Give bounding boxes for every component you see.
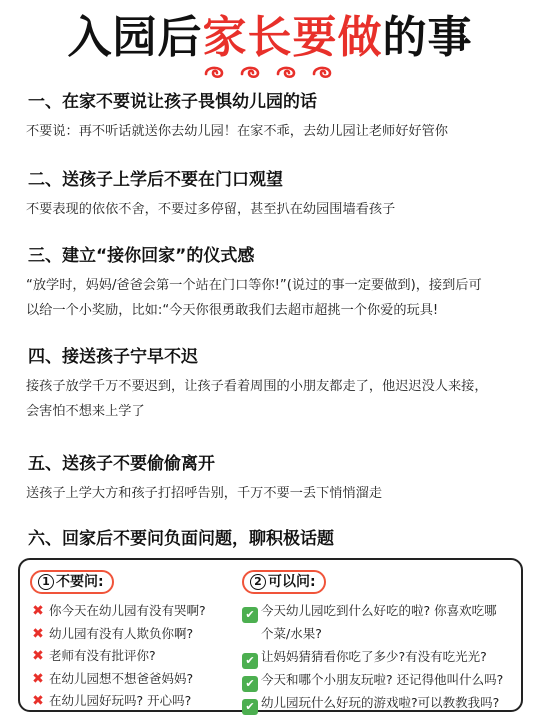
section-heading: 三、建立“接你回家”的仪式感 xyxy=(26,244,258,268)
swirl-icon xyxy=(274,62,298,80)
green-check-icon: ✔ xyxy=(242,699,258,715)
dont-ask-label-text: 不要问: xyxy=(56,574,104,590)
list-item xyxy=(242,600,503,646)
body-line: 送孩子上学大方和孩子打招呼告别，千万不要一丢下悄悄溜走 xyxy=(26,486,383,501)
circled-number: 1 xyxy=(38,574,54,590)
can-ask-label-text: 可以问: xyxy=(268,574,316,590)
section-2 xyxy=(26,168,521,222)
section-body xyxy=(26,119,521,144)
title-part-3: 的事 xyxy=(382,12,473,63)
list-item xyxy=(30,623,206,646)
question-text: 今天和哪个小朋友玩啦? 还记得他叫什么吗? xyxy=(261,671,504,687)
red-cross-icon: ✖ xyxy=(32,625,44,642)
list-item xyxy=(242,692,503,715)
list-item xyxy=(242,669,503,692)
decorative-swirls xyxy=(202,62,342,82)
can-ask-list xyxy=(242,600,503,715)
list-item xyxy=(30,668,206,691)
body-line: 会害怕不想来上学了 xyxy=(26,404,145,419)
question-text: 幼儿园有没有人欺负你啊? xyxy=(49,625,194,641)
section-body xyxy=(26,481,521,506)
body-line: 接孩子放学千万不要迟到，让孩子看着周围的小朋友都走了，他迟迟没人来接， xyxy=(26,379,488,394)
green-check-icon: ✔ xyxy=(242,607,258,623)
section-6 xyxy=(26,527,521,551)
section-heading: 五、送孩子不要偷偷离开 xyxy=(26,452,219,476)
red-cross-icon: ✖ xyxy=(32,603,44,619)
dont-ask-column xyxy=(30,570,206,713)
page-title xyxy=(0,8,540,68)
question-text: 在幼儿园好玩吗? 开心吗? xyxy=(49,693,192,709)
question-text: 你今天在幼儿园有没有哭啊? xyxy=(49,603,206,618)
section-5 xyxy=(26,452,521,506)
question-comparison-box xyxy=(18,558,523,712)
title-part-2: 家长要做 xyxy=(202,12,383,63)
swirl-icon xyxy=(238,62,262,80)
swirl-icon xyxy=(202,62,226,80)
section-body xyxy=(26,197,521,222)
section-heading: 六、回家后不要问负面问题，聊积极话题 xyxy=(26,527,338,551)
body-line: 不要表现的依依不舍，不要过多停留，甚至扒在幼园围墙看孩子 xyxy=(26,202,396,217)
dont-ask-label xyxy=(30,570,114,594)
red-cross-icon: ✖ xyxy=(32,648,44,665)
body-line: “放学时，妈妈/爸爸会第一个站在门口等你!”(说过的事一定要做到)，接到后可 xyxy=(26,278,482,293)
section-3 xyxy=(26,244,521,323)
question-text: 让妈妈猜猜看你吃了多少?有没有吃光光? xyxy=(261,648,487,664)
question-text: 幼儿园玩什么好玩的游戏啦?可以教教我吗? xyxy=(261,694,500,710)
circled-number: 2 xyxy=(250,574,266,590)
question-text: 在幼儿园想不想爸爸妈妈? xyxy=(49,670,194,686)
can-ask-label xyxy=(242,570,326,594)
red-cross-icon: ✖ xyxy=(32,693,44,710)
list-item xyxy=(30,600,206,623)
question-text: 今天幼儿园吃到什么好吃的啦? 你喜欢吃哪 xyxy=(261,603,497,618)
section-body xyxy=(26,374,521,424)
question-text: 老师有没有批评你? xyxy=(49,648,156,664)
section-heading: 二、送孩子上学后不要在门口观望 xyxy=(26,168,287,192)
section-heading: 一、在家不要说让孩子畏惧幼儿园的话 xyxy=(26,90,321,114)
title-part-1: 入园后 xyxy=(67,12,203,63)
dont-ask-list xyxy=(30,600,206,713)
section-1 xyxy=(26,90,521,144)
section-heading: 四、接送孩子宁早不迟 xyxy=(26,345,202,369)
section-body xyxy=(26,273,521,323)
list-item xyxy=(30,645,206,668)
body-line: 以给一个小奖励，比如:“今天你很勇敢我们去超市超挑一个你爱的玩具! xyxy=(26,303,439,318)
green-check-icon: ✔ xyxy=(242,653,258,669)
question-text-continued: 个菜/水果? xyxy=(261,626,322,641)
body-line: 不要说：再不听话就送你去幼儿园！在家不乖，去幼儿园让老师好好管你 xyxy=(26,124,448,139)
list-item xyxy=(30,690,206,713)
swirl-icon xyxy=(310,62,334,80)
red-cross-icon: ✖ xyxy=(32,670,44,687)
green-check-icon: ✔ xyxy=(242,676,258,692)
can-ask-column xyxy=(242,570,503,715)
section-4 xyxy=(26,345,521,424)
list-item xyxy=(242,646,503,669)
